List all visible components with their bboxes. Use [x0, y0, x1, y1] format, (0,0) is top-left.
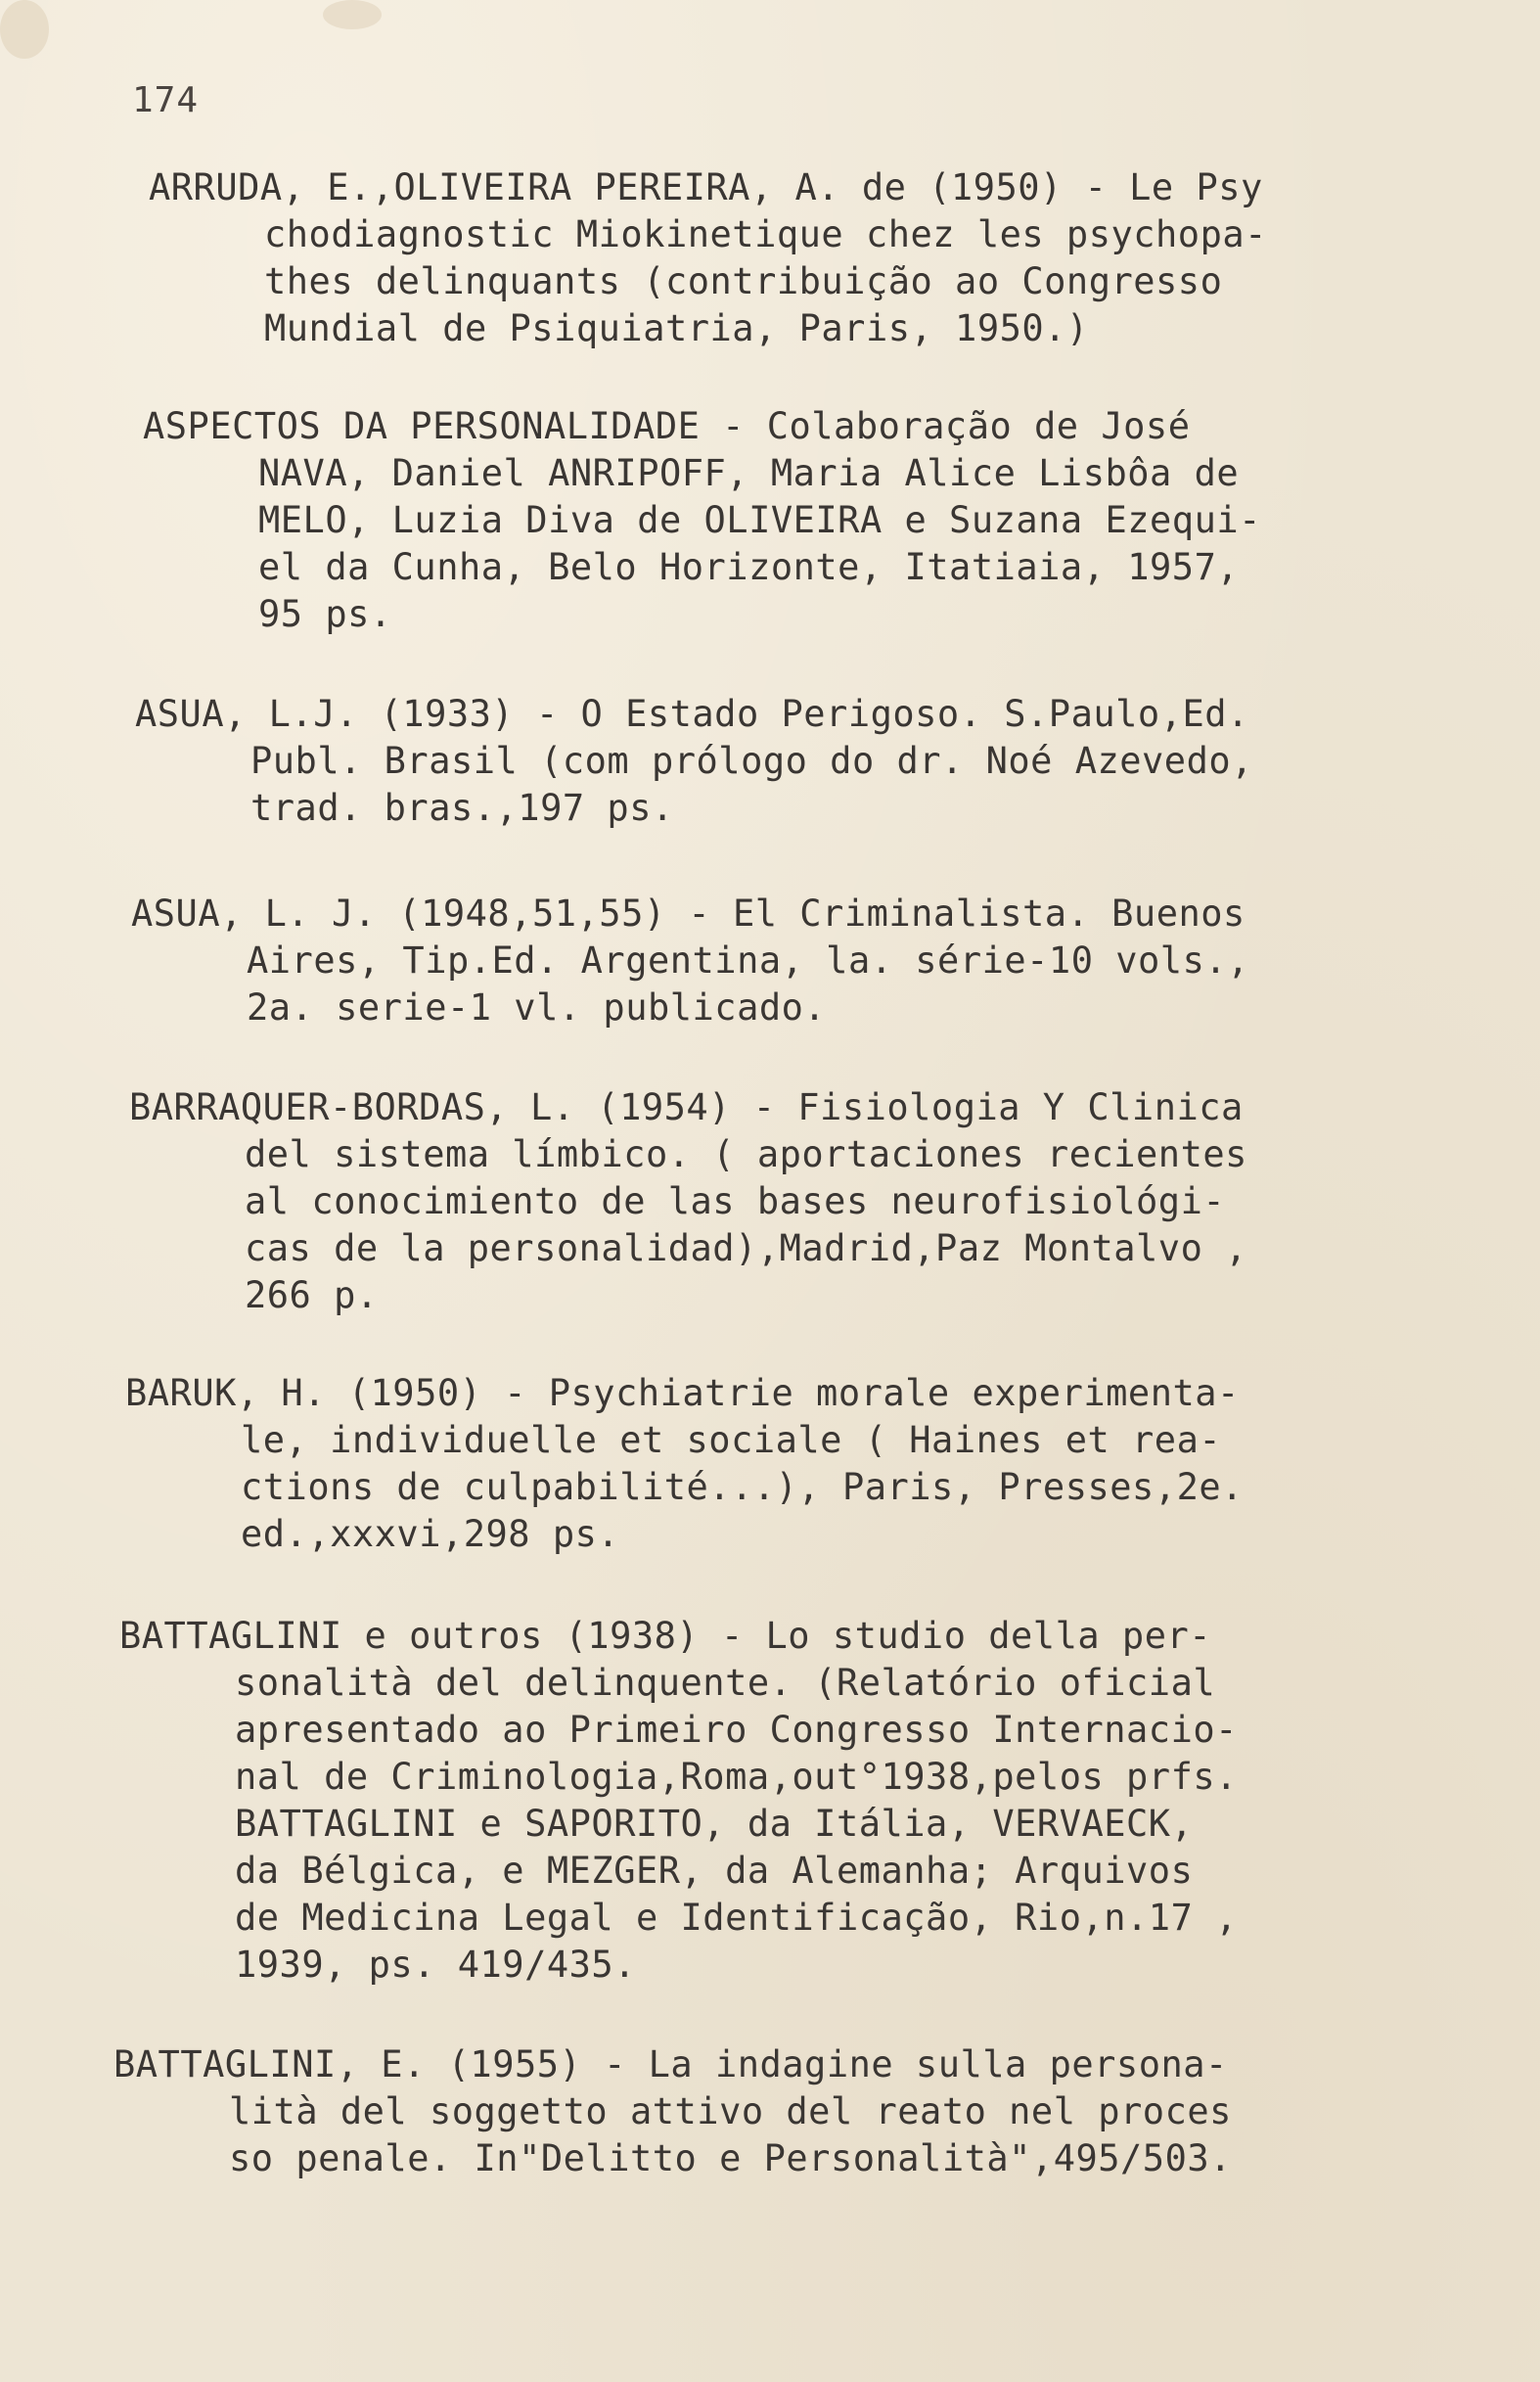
- entry-line: lità del soggetto attivo del reato nel proces: [229, 2090, 1232, 2132]
- bibliography-entry-barraquer-bordas: [129, 1084, 1381, 1319]
- entry-line: da Bélgica, e MEZGER, da Alemanha; Arquivos: [235, 1850, 1194, 1892]
- entry-line: ASPECTOS DA PERSONALIDADE - Colaboração de José: [143, 405, 1191, 447]
- entry-line: nal de Criminologia,Roma,out°1938,pelos prfs.: [235, 1756, 1238, 1798]
- entry-line: le, individuelle et sociale ( Haines et rea-: [241, 1419, 1222, 1461]
- entry-line: 95 ps.: [258, 593, 392, 635]
- entry-line: BARRAQUER-BORDAS, L. (1954) - Fisiologia Y Clinica: [129, 1086, 1244, 1128]
- bibliography-entry-battaglini-1955: [113, 2041, 1366, 2182]
- paper-stain: [0, 0, 49, 59]
- bibliography-entry-aspectos: [143, 403, 1395, 638]
- entry-line: cas de la personalidad),Madrid,Paz Montalvo ,: [245, 1227, 1247, 1269]
- bibliography-entry-asua-1948: [131, 891, 1383, 1031]
- entry-line: Aires, Tip.Ed. Argentina, la. série-10 vols.,: [247, 939, 1249, 982]
- entry-line: ed.,xxxvi,298 ps.: [241, 1513, 620, 1555]
- entry-line: so penale. In"Delitto e Personalità",495/503.: [229, 2137, 1232, 2179]
- entry-line: 266 p.: [245, 1274, 379, 1316]
- entry-line: del sistema límbico. ( aportaciones recientes: [245, 1133, 1247, 1175]
- bibliography-entry-battaglini-1938: [119, 1613, 1372, 1989]
- entry-line: BATTAGLINI e outros (1938) - Lo studio della per-: [119, 1615, 1212, 1657]
- entry-line: ARRUDA, E.,OLIVEIRA PEREIRA, A. de (1950) - Le Psy: [149, 166, 1263, 208]
- entry-line: el da Cunha, Belo Horizonte, Itatiaia, 1957,: [258, 546, 1240, 588]
- entry-line: ctions de culpabilité...), Paris, Presses,2e.: [241, 1466, 1244, 1508]
- entry-line: BARUK, H. (1950) - Psychiatrie morale experimenta-: [125, 1372, 1240, 1414]
- entry-line: al conocimiento de las bases neurofisiológi-: [245, 1180, 1226, 1222]
- entry-line: Publ. Brasil (com prólogo do dr. Noé Azevedo,: [250, 740, 1253, 782]
- entry-line: Mundial de Psiquiatria, Paris, 1950.): [264, 307, 1089, 349]
- entry-line: chodiagnostic Miokinetique chez les psychopa-: [264, 213, 1267, 255]
- entry-line: NAVA, Daniel ANRIPOFF, Maria Alice Lisbôa de: [258, 452, 1240, 494]
- paper-stain: [323, 0, 382, 29]
- entry-line: ASUA, L.J. (1933) - O Estado Perigoso. S.Paulo,Ed.: [135, 693, 1249, 735]
- entry-line: thes delinquants (contribuição ao Congresso: [264, 260, 1223, 302]
- entry-line: 1939, ps. 419/435.: [235, 1944, 636, 1986]
- bibliography-entry-baruk: [125, 1370, 1378, 1558]
- entry-line: sonalità del delinquente. (Relatório oficial: [235, 1662, 1216, 1704]
- entry-line: apresentado ao Primeiro Congresso Internacio-: [235, 1709, 1238, 1751]
- entry-line: ASUA, L. J. (1948,51,55) - El Criminalista. Buenos: [131, 893, 1246, 935]
- entry-line: BATTAGLINI e SAPORITO, da Itália, VERVAECK,: [235, 1803, 1194, 1845]
- bibliography-entry-asua-1933: [135, 691, 1387, 832]
- entry-line: trad. bras.,197 ps.: [250, 787, 674, 829]
- page-number: 174: [132, 80, 200, 120]
- entry-line: de Medicina Legal e Identificação, Rio,n.17 ,: [235, 1897, 1238, 1939]
- entry-line: MELO, Luzia Diva de OLIVEIRA e Suzana Ezequi-: [258, 499, 1261, 541]
- entry-line: BATTAGLINI, E. (1955) - La indagine sulla persona-: [113, 2043, 1228, 2085]
- bibliography-entry-arruda: [149, 164, 1401, 352]
- entry-line: 2a. serie-1 vl. publicado.: [247, 986, 827, 1029]
